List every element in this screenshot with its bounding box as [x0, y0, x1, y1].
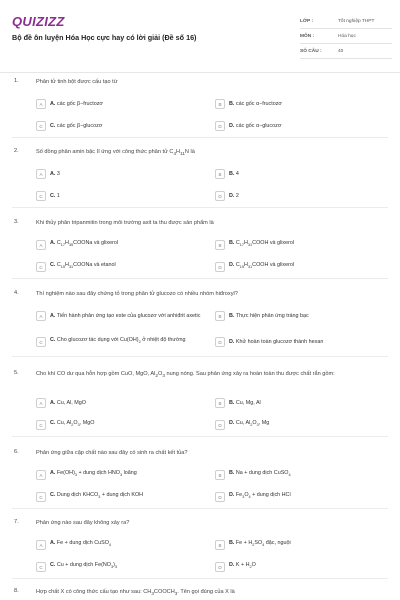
option-text: C. Cho glucozơ tác dụng với $Cu(OH)_2$ ở nhiệt độ thường [50, 337, 186, 345]
answer-option[interactable] [215, 470, 385, 480]
question-text: Hợp chất X có công thức cấu tạo như sau: $CH_3COOCH_3$. Tên gọi đúng của X là [36, 589, 235, 597]
option-letter-badge: C [36, 262, 46, 272]
question-number: 6. [14, 449, 19, 455]
question-number: 3. [14, 219, 19, 225]
option-letter-badge: C [36, 191, 46, 201]
option-text: D. các gốc α−glucozơ [229, 122, 282, 129]
option-text: A. $Fe(OH)_3$ + dung dịch $HNO_3$ loãng [50, 470, 137, 478]
option-text: D. 2 [229, 192, 239, 199]
answer-option[interactable] [36, 169, 206, 179]
option-letter-badge: C [36, 337, 46, 347]
answer-option[interactable] [215, 99, 385, 109]
answer-option[interactable] [215, 540, 385, 550]
option-letter-badge: B [215, 99, 225, 109]
option-letter-badge: D [215, 191, 225, 201]
question-separator [12, 137, 388, 138]
question-separator [12, 356, 388, 357]
option-text: C. các gốc β−glucozơ [50, 122, 103, 129]
option-text: B. Cu, Mg, Al [229, 399, 261, 406]
option-letter-badge: C [36, 420, 46, 430]
question-text: Phản ứng giữa cặp chất nào sau đây có sinh ra chất kết tủa? [36, 450, 188, 456]
answer-option[interactable] [215, 492, 385, 502]
option-text: D. Khử hoàn toàn glucozơ thành hexan [229, 338, 324, 345]
option-letter-badge: B [215, 311, 225, 321]
answer-option[interactable] [36, 99, 206, 109]
option-text: A. 3 [50, 170, 60, 177]
answer-option[interactable] [36, 420, 206, 430]
answer-option[interactable] [36, 262, 206, 272]
option-letter-badge: B [215, 240, 225, 250]
option-text: D. Cu, $Al_2O_3$, Mg [229, 420, 270, 428]
option-letter-badge: D [215, 420, 225, 430]
answer-option[interactable] [36, 540, 206, 550]
meta-label: LỚP : [300, 18, 314, 24]
question-text: Phản ứng nào sau đây không xảy ra? [36, 520, 130, 526]
option-letter-badge: B [215, 169, 225, 179]
question-number: 4. [14, 290, 19, 296]
worksheet-header [0, 0, 400, 70]
quizizz-logo[interactable]: QUIZIZZ [12, 14, 65, 29]
option-letter-badge: D [215, 262, 225, 272]
option-text: C. 1 [50, 192, 60, 199]
option-letter-badge: B [215, 398, 225, 408]
answer-option[interactable] [215, 337, 385, 347]
answer-option[interactable] [36, 470, 206, 480]
option-letter-badge: D [215, 337, 225, 347]
answer-option[interactable] [36, 191, 206, 201]
option-text: D. $C_{15}H_{31}COOH$ và glixerol [229, 262, 295, 270]
answer-option[interactable] [215, 240, 385, 250]
option-letter-badge: A [36, 240, 46, 250]
answer-option[interactable] [215, 191, 385, 201]
option-letter-badge: A [36, 311, 46, 321]
option-letter-badge: C [36, 492, 46, 502]
question-separator [12, 278, 388, 279]
meta-label: MÔN : [300, 33, 315, 39]
answer-option[interactable] [215, 169, 385, 179]
option-text: C. Cu + dung dịch $Fe(NO_3)_3$ [50, 562, 118, 570]
answer-option[interactable] [215, 420, 385, 430]
answer-option[interactable] [36, 562, 206, 572]
option-letter-badge: D [215, 562, 225, 572]
option-letter-badge: C [36, 121, 46, 131]
answer-option[interactable] [215, 398, 385, 408]
option-text: B. các gốc α−fructozơ [229, 100, 282, 107]
question-text: Phân tử tinh bột được cấu tạo từ [36, 79, 118, 85]
answer-option[interactable] [36, 492, 206, 502]
question-text: Cho khí CO dư qua hỗn hợp gồm CuO, MgO, $Al_2O_3$ nung nóng. Sau phản ứng xảy ra hoàn toàn thu được chất rắn gồm: [36, 371, 335, 379]
meta-row-subject [300, 29, 392, 44]
meta-table [300, 14, 392, 59]
option-text: B. Thực hiện phản ứng tráng bạc [229, 312, 309, 319]
option-text: B. 4 [229, 170, 239, 177]
question-separator [12, 578, 388, 579]
meta-label: SỐ CÂU : [300, 48, 322, 54]
option-text: C. Dung dịch $KHCO_3$ + dung dịch KOH [50, 492, 144, 500]
option-letter-badge: A [36, 540, 46, 550]
option-text: C. $C_{15}H_{31}COONa$ và etanol [50, 262, 116, 270]
question-text: Khi thủy phân tripanmitin trong môi trường axit ta thu được sản phẩm là [36, 220, 214, 226]
option-letter-badge: A [36, 398, 46, 408]
option-letter-badge: B [215, 540, 225, 550]
option-text: A. các gốc β−fructozơ [50, 100, 103, 107]
answer-option[interactable] [215, 121, 385, 131]
option-text: B. $C_{17}H_{31}COOH$ và glixerol [229, 240, 295, 248]
answer-option[interactable] [36, 121, 206, 131]
question-number: 7. [14, 519, 19, 525]
question-number: 1. [14, 78, 19, 84]
option-text: C. Cu, $Al_2O_3$, MgO [50, 420, 95, 428]
header-divider [0, 72, 400, 73]
answer-option[interactable] [36, 311, 206, 321]
question-text: Thí nghiệm nào sau đây chứng tỏ trong phân tử glucozo có nhiều nhóm hiđroxyl? [36, 291, 238, 297]
question-text: Số đồng phân amin bậc II ứng với công thức phân tử $C_4H_{11}N$ là [36, 149, 195, 157]
option-letter-badge: A [36, 169, 46, 179]
option-letter-badge: B [215, 470, 225, 480]
question-separator [12, 508, 388, 509]
option-letter-badge: A [36, 470, 46, 480]
option-text: A. Cu, Al, MgO [50, 399, 86, 406]
question-separator [12, 436, 388, 437]
answer-option[interactable] [36, 337, 206, 347]
answer-option[interactable] [215, 562, 385, 572]
answer-option[interactable] [215, 311, 385, 321]
option-text: D. $Fe_3O_4$ + dung dịch HCl [229, 492, 291, 500]
meta-value: 40 [338, 48, 344, 54]
meta-row-count [300, 44, 392, 59]
option-letter-badge: A [36, 99, 46, 109]
answer-option[interactable] [215, 262, 385, 272]
question-number: 5. [14, 370, 19, 376]
meta-value: Tốt nghiệp THPT [338, 18, 375, 24]
option-text: A. $C_{17}H_{35}COONa$ và glixerol [50, 240, 119, 248]
question-number: 8. [14, 588, 19, 594]
option-text: A. Fe + dung dịch CuSO$_4$ [50, 540, 112, 548]
meta-row-class [300, 14, 392, 29]
meta-value: Hóa học [338, 33, 356, 39]
option-text: D. $K + H_2O$ [229, 562, 256, 570]
option-letter-badge: D [215, 121, 225, 131]
question-number: 2. [14, 148, 19, 154]
option-text: B. $Fe + H_2SO_4$ đặc, nguội [229, 540, 291, 548]
document-title: Bộ đề ôn luyện Hóa Học cực hay có lời giải (Đề số 16) [12, 33, 197, 42]
answer-option[interactable] [36, 240, 206, 250]
option-letter-badge: D [215, 492, 225, 502]
option-text: A. Tiến hành phản ứng tạo este của glucozơ với anhiđrit axetic [50, 312, 201, 319]
option-text: B. Na + dung dịch CuSO$_4$ [229, 470, 291, 478]
option-letter-badge: C [36, 562, 46, 572]
question-separator [12, 207, 388, 208]
answer-option[interactable] [36, 398, 206, 408]
